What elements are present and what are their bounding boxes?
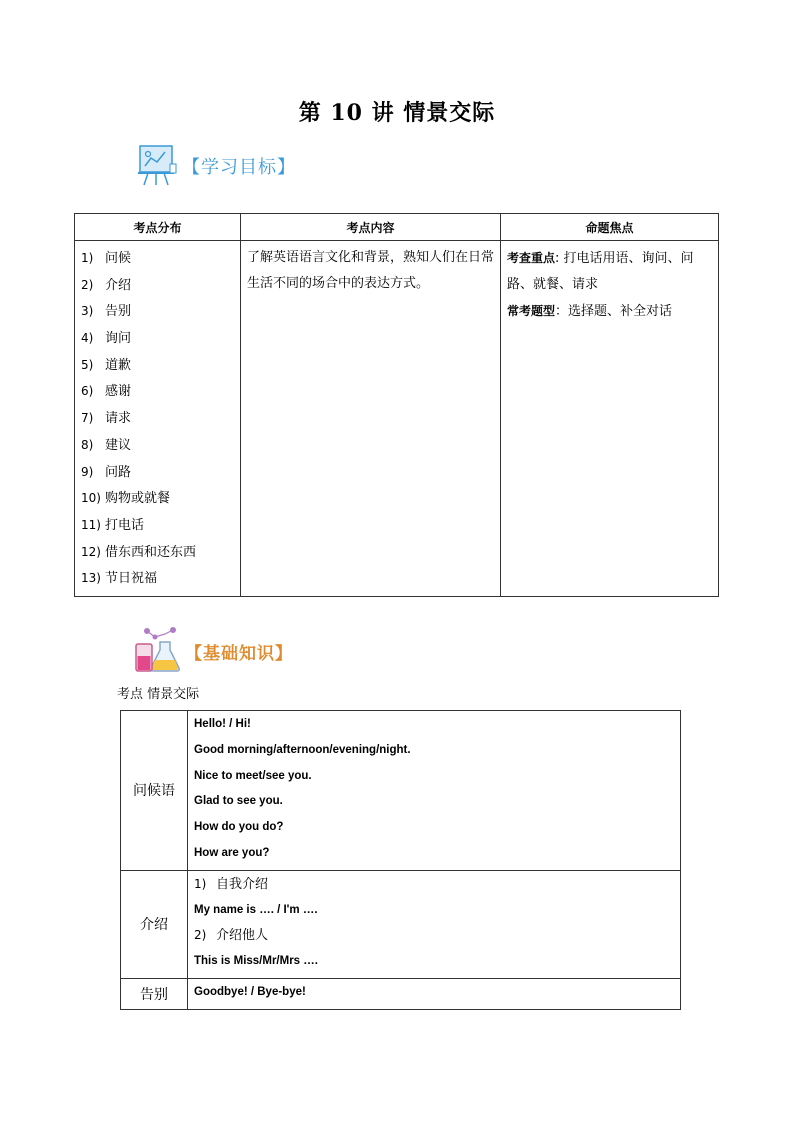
topic-list-text: 打电话 — [105, 517, 145, 533]
exam-key-points — [507, 245, 712, 298]
topic-list-number: 12) — [81, 544, 101, 559]
exam-question-types-label: 常考题型 — [507, 304, 556, 318]
exam-focus-cell — [501, 241, 719, 597]
topic-list-number: 4) — [81, 331, 94, 346]
topic-list-item — [81, 378, 234, 405]
topic-list-item — [81, 565, 234, 592]
page-title: 第 10 讲 情景交际 — [298, 100, 496, 126]
topic-list-item — [81, 512, 234, 539]
topic-list-text: 请求 — [105, 411, 132, 427]
topic-list-number: 8) — [81, 437, 94, 452]
topic-list-item — [81, 459, 234, 486]
farewell-example: Goodbye! / Bye-bye! — [194, 985, 306, 998]
topic-list-text: 询问 — [105, 331, 132, 347]
topic-list-text: 问候 — [105, 251, 132, 266]
topic-list-item — [81, 272, 234, 299]
exam-key-points-text: : 打电话用语、询问、问路、就餐、请求 — [507, 251, 694, 292]
topic-list-text: 建议 — [105, 437, 132, 453]
topic-list-item — [81, 405, 234, 432]
intro-others-subheading — [194, 924, 674, 950]
topic-list — [81, 245, 234, 592]
topic-list-number: 13) — [81, 571, 101, 586]
topic-list-number: 10) — [81, 491, 101, 506]
topic-list-number: 2) — [81, 277, 94, 292]
greeting-example: Glad to see you. — [194, 795, 283, 808]
topic-list-item — [81, 325, 234, 352]
greeting-category: 问候语 — [121, 711, 188, 871]
self-intro-number: 1) — [194, 876, 207, 891]
topic-list-text: 购物或就餐 — [105, 491, 171, 507]
topic-list-cell — [75, 241, 241, 597]
topic-list-text: 感谢 — [105, 384, 132, 400]
topic-list-item — [81, 539, 234, 566]
topic-content-cell — [241, 241, 501, 597]
topic-list-number: 1) — [81, 251, 94, 265]
introduction-examples — [188, 870, 681, 978]
topic-list-number: 3) — [81, 304, 94, 319]
exam-key-points-label: 考查重点 — [507, 251, 556, 265]
exam-question-types — [507, 298, 712, 325]
topic-list-number: 6) — [81, 384, 94, 399]
greeting-example: Hello! / Hi! — [194, 718, 251, 730]
self-intro-label: 自我介绍 — [216, 876, 269, 892]
header-topic-content: 考点内容 — [241, 214, 501, 241]
basic-knowledge-label: 【基础知识】 — [185, 643, 293, 664]
greeting-example: How do you do? — [194, 821, 284, 834]
introduction-row — [121, 870, 681, 978]
topic-list-number: 11) — [81, 517, 101, 532]
topic-list-item — [81, 298, 234, 325]
basic-knowledge-heading — [133, 626, 293, 676]
topic-list-number: 5) — [81, 357, 94, 372]
introduction-category: 介绍 — [121, 870, 188, 978]
topic-list-number: 9) — [81, 464, 94, 479]
topic-list-text: 节日祝福 — [105, 571, 158, 587]
topic-content-text: 了解英语语言文化和背景，熟知人们在日常生活不同的场合中的表达方式。 — [247, 250, 495, 291]
self-intro-subheading — [194, 873, 674, 899]
greeting-row — [121, 711, 681, 871]
greeting-example: Good morning/afternoon/evening/night. — [194, 743, 411, 756]
header-exam-focus: 命题焦点 — [501, 214, 719, 241]
situational-communication-table — [120, 710, 681, 1010]
science-flask-icon — [133, 626, 181, 676]
farewell-row — [121, 978, 681, 1009]
header-topic-distribution: 考点分布 — [75, 214, 241, 241]
farewell-category: 告别 — [121, 978, 188, 1009]
farewell-examples — [188, 978, 681, 1009]
intro-others-example: This is Miss/Mr/Mrs …. — [194, 955, 318, 968]
topic-list-number: 7) — [81, 411, 94, 426]
exam-question-types-text: ：选择题、补全对话 — [555, 304, 673, 319]
greeting-example: How are you? — [194, 846, 270, 859]
topic-list-text: 介绍 — [105, 277, 132, 293]
learning-goals-table — [74, 213, 719, 597]
learning-goals-heading — [136, 142, 296, 190]
topic-list-item — [81, 485, 234, 512]
intro-others-number: 2) — [194, 928, 207, 943]
greeting-example: Nice to meet/see you. — [194, 769, 312, 782]
greeting-examples — [188, 711, 681, 871]
topic-list-text: 借东西和还东西 — [105, 544, 197, 560]
presentation-board-icon — [136, 142, 178, 190]
topic-subheading: 考点 情景交际 — [117, 687, 200, 702]
self-intro-example: My name is …. / I'm …. — [194, 903, 318, 916]
topic-list-text: 告别 — [105, 304, 132, 320]
topic-list-item — [81, 245, 234, 272]
learning-goals-label: 【学习目标】 — [182, 157, 296, 178]
topic-list-text: 问路 — [105, 464, 132, 480]
topic-list-text: 道歉 — [105, 357, 132, 373]
topic-list-item — [81, 352, 234, 379]
intro-others-label: 介绍他人 — [216, 928, 269, 944]
topic-list-item — [81, 432, 234, 459]
